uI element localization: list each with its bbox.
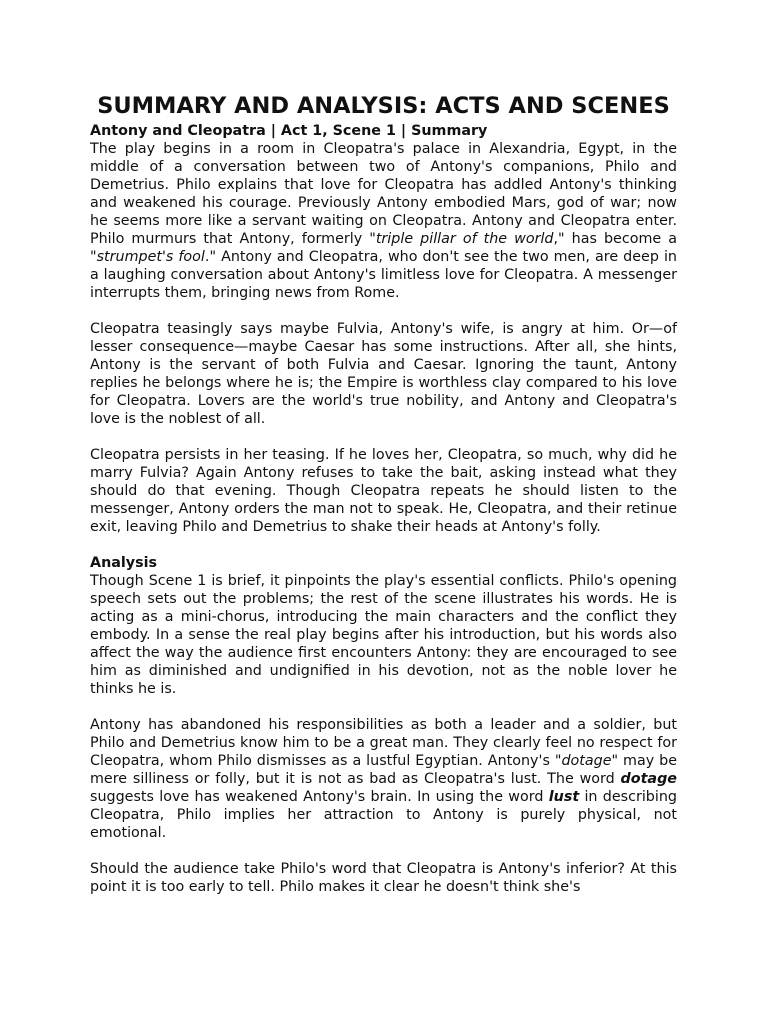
analysis-p2-text-c: suggests love has weakened Antony's brain. In using the word bbox=[90, 789, 549, 805]
document-title: SUMMARY AND ANALYSIS: ACTS AND SCENES bbox=[97, 93, 670, 119]
analysis-p2-text-a: Antony has abandoned his responsibilities as both a leader and a soldier, but Philo and Demetrius know him to be a great man. They clearly feel no respect for Cleopatra, whom Philo dismisses as a lustful Egyptian. Antony's " bbox=[90, 717, 677, 769]
document-page bbox=[90, 92, 677, 914]
summary-p1-text-b: ," has become a " bbox=[90, 231, 677, 265]
summary-paragraph-3: Cleopatra persists in her teasing. If he loves her, Cleopatra, so much, why did he marry Fulvia? Again Antony refuses to take the bait, asking instead what they should do that evening. Though Cleopatra repeats he should listen to the messenger, Antony orders the man not to speak. He, Cleopatra, and their retinue exit, leaving Philo and Demetrius to shake their heads at Antony's folly. bbox=[90, 447, 677, 535]
quote-strumpets-fool: strumpet's fool bbox=[96, 249, 205, 265]
term-dotage: dotage bbox=[620, 771, 677, 787]
analysis-paragraph-3: Should the audience take Philo's word that Cleopatra is Antony's inferior? At this point it is too early to tell. Philo makes it clear he doesn't think she's bbox=[90, 861, 677, 895]
analysis-p2-text-b: " may be mere silliness or folly, but it is not as bad as Cleopatra's lust. The word bbox=[90, 753, 678, 787]
summary-p1-text-a: The play begins in a room in Cleopatra's palace in Alexandria, Egypt, in the middle of a conversation between two of Antony's companions, Philo and Demetrius. Philo explains that love for Cleopatra has addled Antony's thinking and weakened his courage. Previously Antony embodied Mars, god of war; now he seems more like a servant waiting on Cleopatra. Antony and Cleopatra enter. Philo murmurs that Antony, formerly " bbox=[90, 141, 677, 247]
quote-triple-pillar: triple pillar of the world bbox=[375, 231, 554, 247]
analysis-heading: Analysis bbox=[90, 555, 158, 571]
summary-paragraph-1 bbox=[90, 140, 677, 302]
analysis-paragraph-2 bbox=[90, 716, 677, 842]
summary-p1-text-c: ." Antony and Cleopatra, who don't see the two men, are deep in a laughing conversation about Antony's limitless love for Cleopatra. A messenger interrupts them, bringing news from Rome. bbox=[90, 249, 677, 301]
summary-paragraph-2: Cleopatra teasingly says maybe Fulvia, Antony's wife, is angry at him. Or—of lesser consequence—maybe Caesar has some instructions. After all, she hints, Antony is the servant of both Fulvia and Caesar. Ignoring the taunt, Antony replies he belongs where he is; the Empire is worthless clay compared to his love for Cleopatra. Lovers are the world's true nobility, and Antony and Cleopatra's love is the noblest of all. bbox=[90, 321, 677, 427]
analysis-p2-text-d: in describing Cleopatra, Philo implies her attraction to Antony is purely physical, not emotional. bbox=[90, 789, 677, 841]
analysis-paragraph-1: Though Scene 1 is brief, it pinpoints the play's essential conflicts. Philo's opening speech sets out the problems; the rest of the scene illustrates his words. He is acting as a mini-chorus, introducing the main characters and the conflict they embody. In a sense the real play begins after his introduction, but his words also affect the way the audience first encounters Antony: they are encouraged to see him as diminished and undignified in his devotion, not as the noble lover he thinks he is. bbox=[90, 573, 677, 697]
scene-heading: Antony and Cleopatra | Act 1, Scene 1 | Summary bbox=[90, 123, 488, 139]
quote-dotage: dotage bbox=[561, 753, 612, 769]
term-lust: lust bbox=[548, 789, 580, 805]
